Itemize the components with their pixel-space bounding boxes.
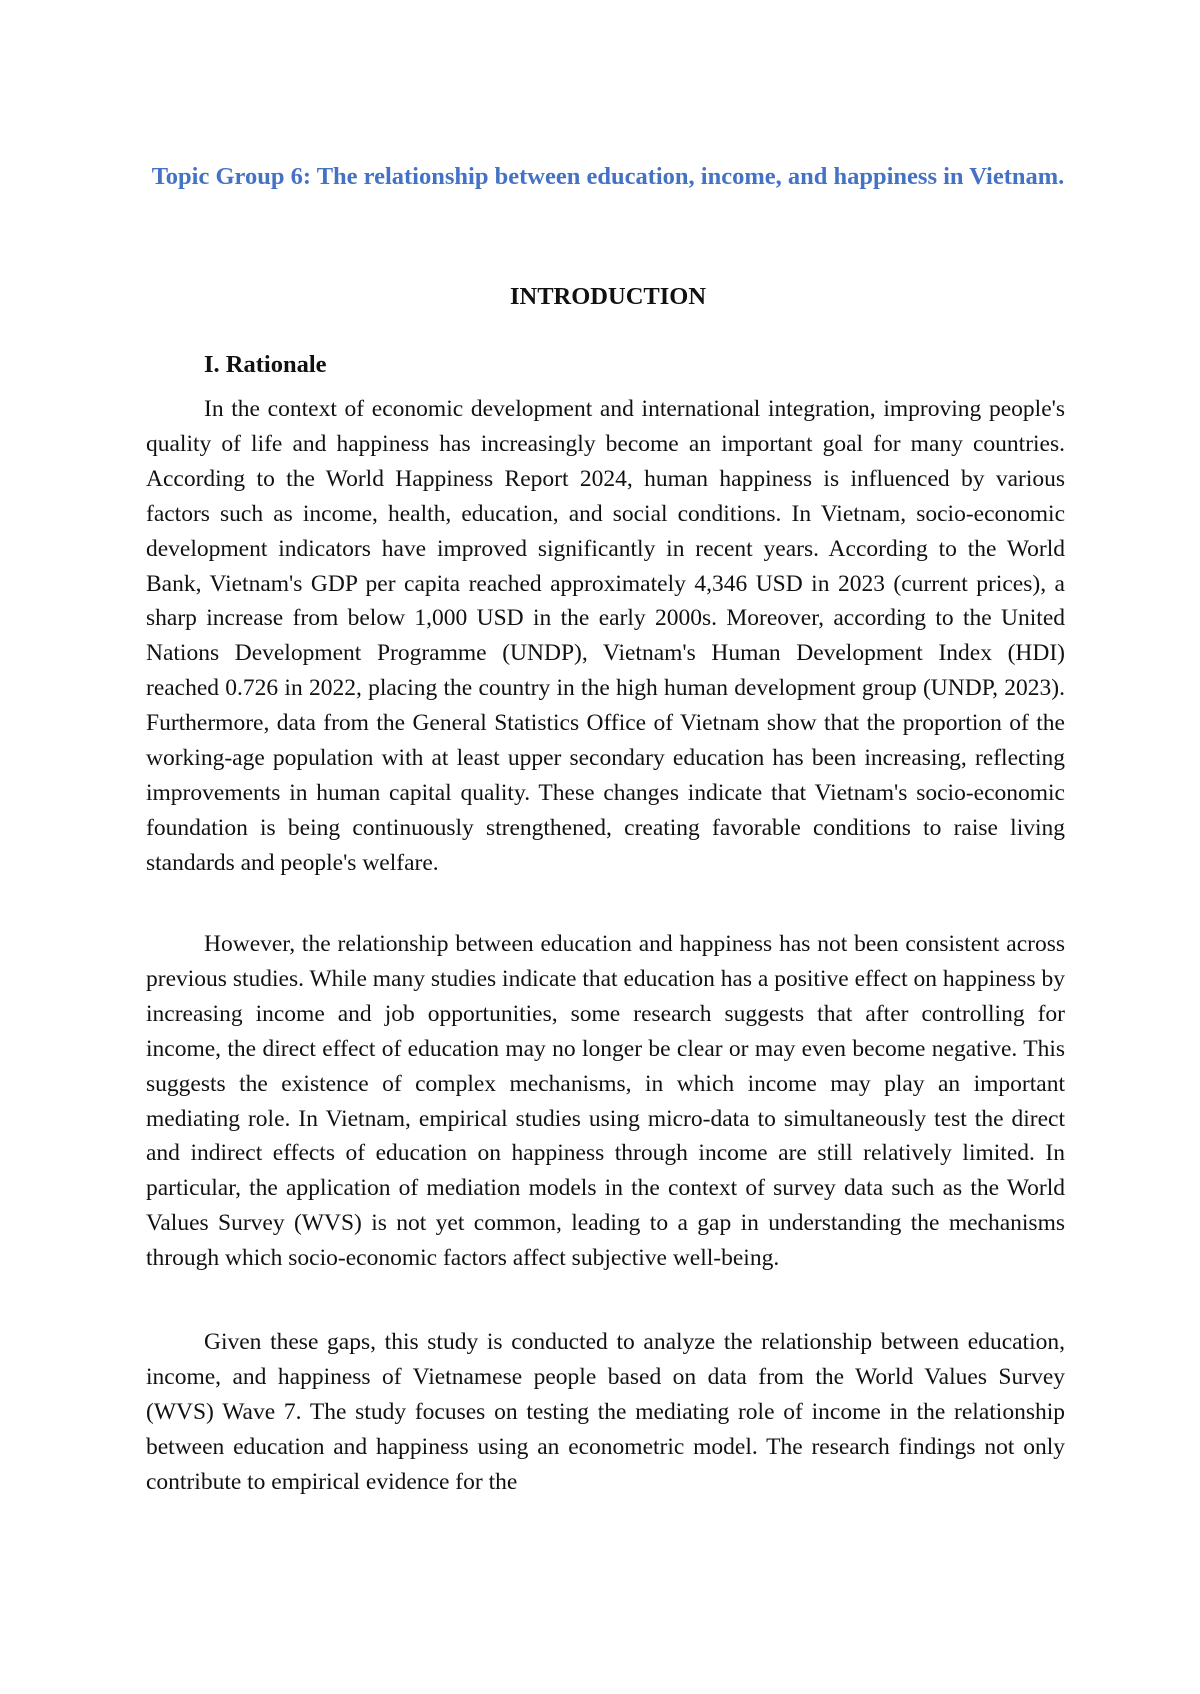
body-paragraph: Given these gaps, this study is conducted to analyze the relationship between education, income, and happiness of Vietnamese people based on data from the World Values Survey (WVS) Wave 7. The study focuses on testing the mediating role of income in the relationship between education and happiness using an econometric model. The research findings not only contribute to empirical evidence for the	[146, 1329, 1065, 1495]
body-paragraph: In the context of economic development and international integration, improving people's quality of life and happiness has increasingly become an important goal for many countries. According to the World Happiness Report 2024, human happiness is influenced by various factors such as income, health, education, and social conditions. In Vietnam, socio-economic development indicators have improved significantly in recent years. According to the World Bank, Vietnam's GDP per capita reached approximately 4,346 USD in 2023 (current prices), a sharp increase from below 1,000 USD in the early 2000s. Moreover, according to the United Nations Development Programme (UNDP), Vietnam's Human Development Index (HDI) reached 0.726 in 2022, placing the country in the high human development group (UNDP, 2023). Furthermore, data from the General Statistics Office of Vietnam show that the proportion of the working-age population with at least upper secondary education has been increasing, reflecting improvements in human capital quality. These changes indicate that Vietnam's socio-economic foundation is being continuously strengthened, creating favorable conditions to raise living standards and people's welfare.	[146, 396, 1065, 876]
body-paragraph: However, the relationship between education and happiness has not been consistent across previous studies. While many studies indicate that education has a positive effect on happiness by increasing income and job opportunities, some research suggests that after controlling for income, the direct effect of education may no longer be clear or may even become negative. This suggests the existence of complex mechanisms, in which income may play an important mediating role. In Vietnam, empirical studies using micro-data to simultaneously test the direct and indirect effects of education on happiness through income are still relatively limited. In particular, the application of mediation models in the context of survey data such as the World Values Survey (WVS) is not yet common, leading to a gap in understanding the mechanisms through which socio-economic factors affect subjective well-being.	[146, 931, 1065, 1272]
document-title: Topic Group 6: The relationship between education, income, and happiness in Vietnam.	[151, 163, 1065, 190]
subsection-heading: I. Rationale	[204, 351, 327, 378]
section-heading: INTRODUCTION	[509, 283, 707, 310]
